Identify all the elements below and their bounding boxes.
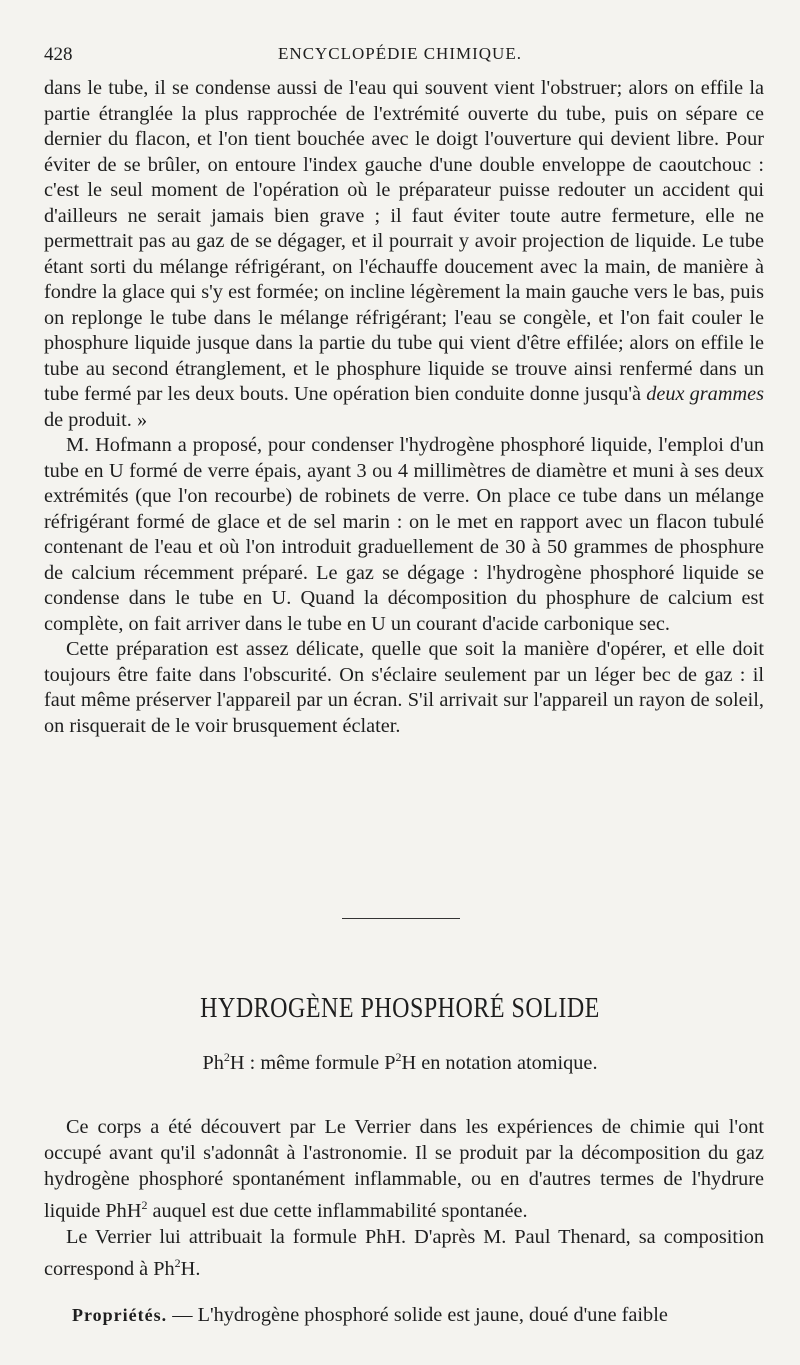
properties-line — [72, 1304, 764, 1327]
section-title: HYDROGÈNE PHOSPHORÉ SOLIDE — [200, 993, 600, 1025]
running-title: ENCYCLOPÉDIE CHIMIQUE. — [278, 44, 522, 63]
paragraph-1 — [44, 76, 764, 433]
section-text — [44, 1114, 764, 1282]
paragraph-1-text: dans le tube, il se condense aussi de l'eau qui souvent vient l'obstruer; alors on effile la partie étranglée la plus rapprochée de l'extrémité ouverte du tube, puis on sépare ce dernier du flacon, et l'on tient bouchée avec le doigt l'ouverture qui devient libre. Pour éviter de se brûler, on entoure l'index gauche d'une double enveloppe de caoutchouc : c'est le seul moment de l'opération où le préparateur puisse redouter un accident qui d'ailleurs ne serait jamais bien grave ; il faut éviter toute autre fermeture, elle ne permettrait pas au gaz de se dégager, et il pourrait y avoir projection de liquide. Le tube étant sorti du mélange réfrigérant, on l'échauffe doucement avec la main, de manière à fondre la glace qui s'y est formée; on incline légèrement la main gauche vers le bas, puis on replonge le tube dans le mélange réfrigérant; l'eau se congèle, et l'on fait couler le phosphure liquide jusque dans la partie du tube qui vient d'être effilée; alors on effile le tube au second étranglement, et le phosphure liquide se trouve ainsi renfermé dans un tube fermé par les deux bouts. Une opération bien conduite donne jusqu'à — [44, 77, 764, 405]
paragraph-5: Le Verrier lui attribuait la formule PhH. D'après M. Paul Thenard, sa composition correspond à Ph$^2$H. — [44, 1225, 764, 1280]
paragraph-1-tail: de produit. » — [44, 408, 148, 431]
page-number: 428 — [44, 44, 73, 65]
properties-text: — L'hydrogène phosphoré solide est jaune, doué d'une faible — [167, 1304, 668, 1326]
section-divider — [342, 918, 460, 919]
paragraph-3: Cette préparation est assez délicate, quelle que soit la manière d'opérer, et elle doit toujours être faite dans l'obscurité. On s'éclaire seulement par un léger bec de gaz : il faut même préserver l'appareil par un écran. S'il arrivait sur l'appareil un rayon de soleil, on risquerait de le voir brusquement éclater. — [44, 638, 764, 737]
paragraph-1-italic: deux grammes — [646, 383, 765, 405]
properties-label: Propriétés. — [72, 1305, 168, 1325]
main-text — [44, 76, 764, 739]
paragraph-2: M. Hofmann a proposé, pour condenser l'hydrogène phosphoré liquide, l'emploi d'un tube en U formé de verre épais, ayant 3 ou 4 millimètres de diamètre et muni à ses deux extrémités (que l'on recourbe) de robinets de verre. On place ce tube dans un mélange réfrigérant formé de glace et de sel marin : on le met en rapport avec un flacon tubulé contenant de l'eau et où l'on introduit graduellement de 30 à 50 grammes de phosphure de calcium récemment préparé. Le gaz se dégage : l'hydrogène phosphoré liquide se condense dans le tube en U. Quand la décomposition du phosphure de calcium est complète, on fait arriver dans le tube en U un courant d'acide carbonique sec. — [44, 434, 764, 635]
page-header — [44, 44, 756, 70]
section-formula: Ph$^2$H : même formule $P^2H$ en notation atomique. — [202, 1050, 598, 1074]
paragraph-4: Ce corps a été découvert par Le Verrier dans les expériences de chimie qui l'ont occupé avant qu'il s'adonnât à l'astronomie. Il se produit par la décomposition du gaz hydrogène phosphoré spontanément inflammable, ou en d'autres termes de l'hydrure liquide PhH$^2$ auquel est due cette inflammabilité spontanée. — [44, 1116, 764, 1222]
